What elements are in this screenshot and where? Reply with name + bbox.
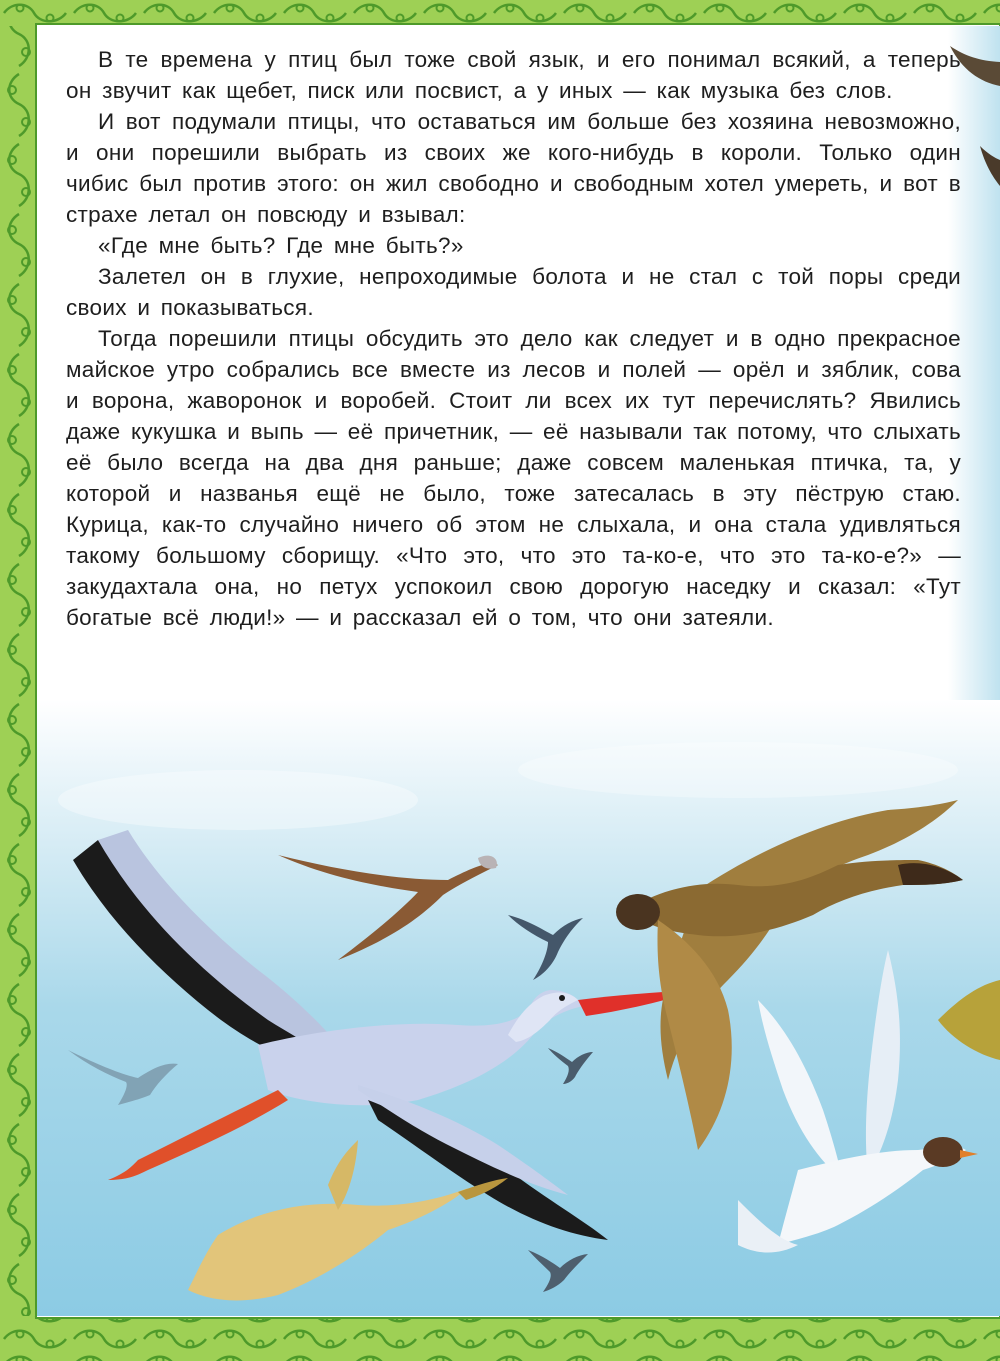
seagull-bird	[738, 950, 978, 1253]
yellow-bird	[938, 980, 1000, 1060]
paragraph: Тогда порешили птицы обсудить это дело как следует и в одно прекрасное майское утро собрались все вместе из лесов и полей — орёл и зяблик, сова и ворона, жаворонок и воробей. Стоит ли всех их тут перечислять? Явились даже кукушка и выпь — её причетник, — её называли так потому, что слыхать её было всегда на два дня раньше; даже совсем маленькая птичка, та, у которой и названья ещё не было, тоже затесалась в эту пёструю стаю. Курица, как-то случайно ничего об этом не слыхала, и она стала удивляться такому большому сборищу. «Что это, что это та-ко-е, что это та-ко-е?» — закудахтала она, но петух успокоил свою дорогую наседку и сказал: «Тут богатые всё люди!» — и рассказал ей о том, что они затеяли.	[66, 326, 961, 630]
swallow-bird	[548, 1048, 593, 1084]
swallow-bird	[508, 915, 583, 980]
stork-bird	[73, 830, 698, 1240]
paragraph: Залетел он в глухие, непроходимые болота и не стал с той поры среди своих и показываться.	[66, 264, 961, 320]
birds-illustration	[38, 680, 1000, 1316]
swallow-bird	[68, 1050, 178, 1105]
paragraph: В те времена у птиц был тоже свой язык, и его понимал всякий, а теперь он звучит как щебет, писк или посвист, а у иных — как музыка без слов.	[66, 47, 961, 103]
paragraph: «Где мне быть? Где мне быть?»	[98, 233, 464, 258]
swift-bird	[278, 855, 498, 960]
story-text	[66, 44, 961, 633]
paragraph: И вот подумали птицы, что оставаться им больше без хозяина невозможно, и они порешили выбрать из своих же кого-нибудь в короли. Только один чибис был против этого: он жил свободно и свободным хотел умереть, и вот в страхе летал он повсюду и взывал:	[66, 109, 961, 227]
swallow-bird	[528, 1250, 588, 1292]
